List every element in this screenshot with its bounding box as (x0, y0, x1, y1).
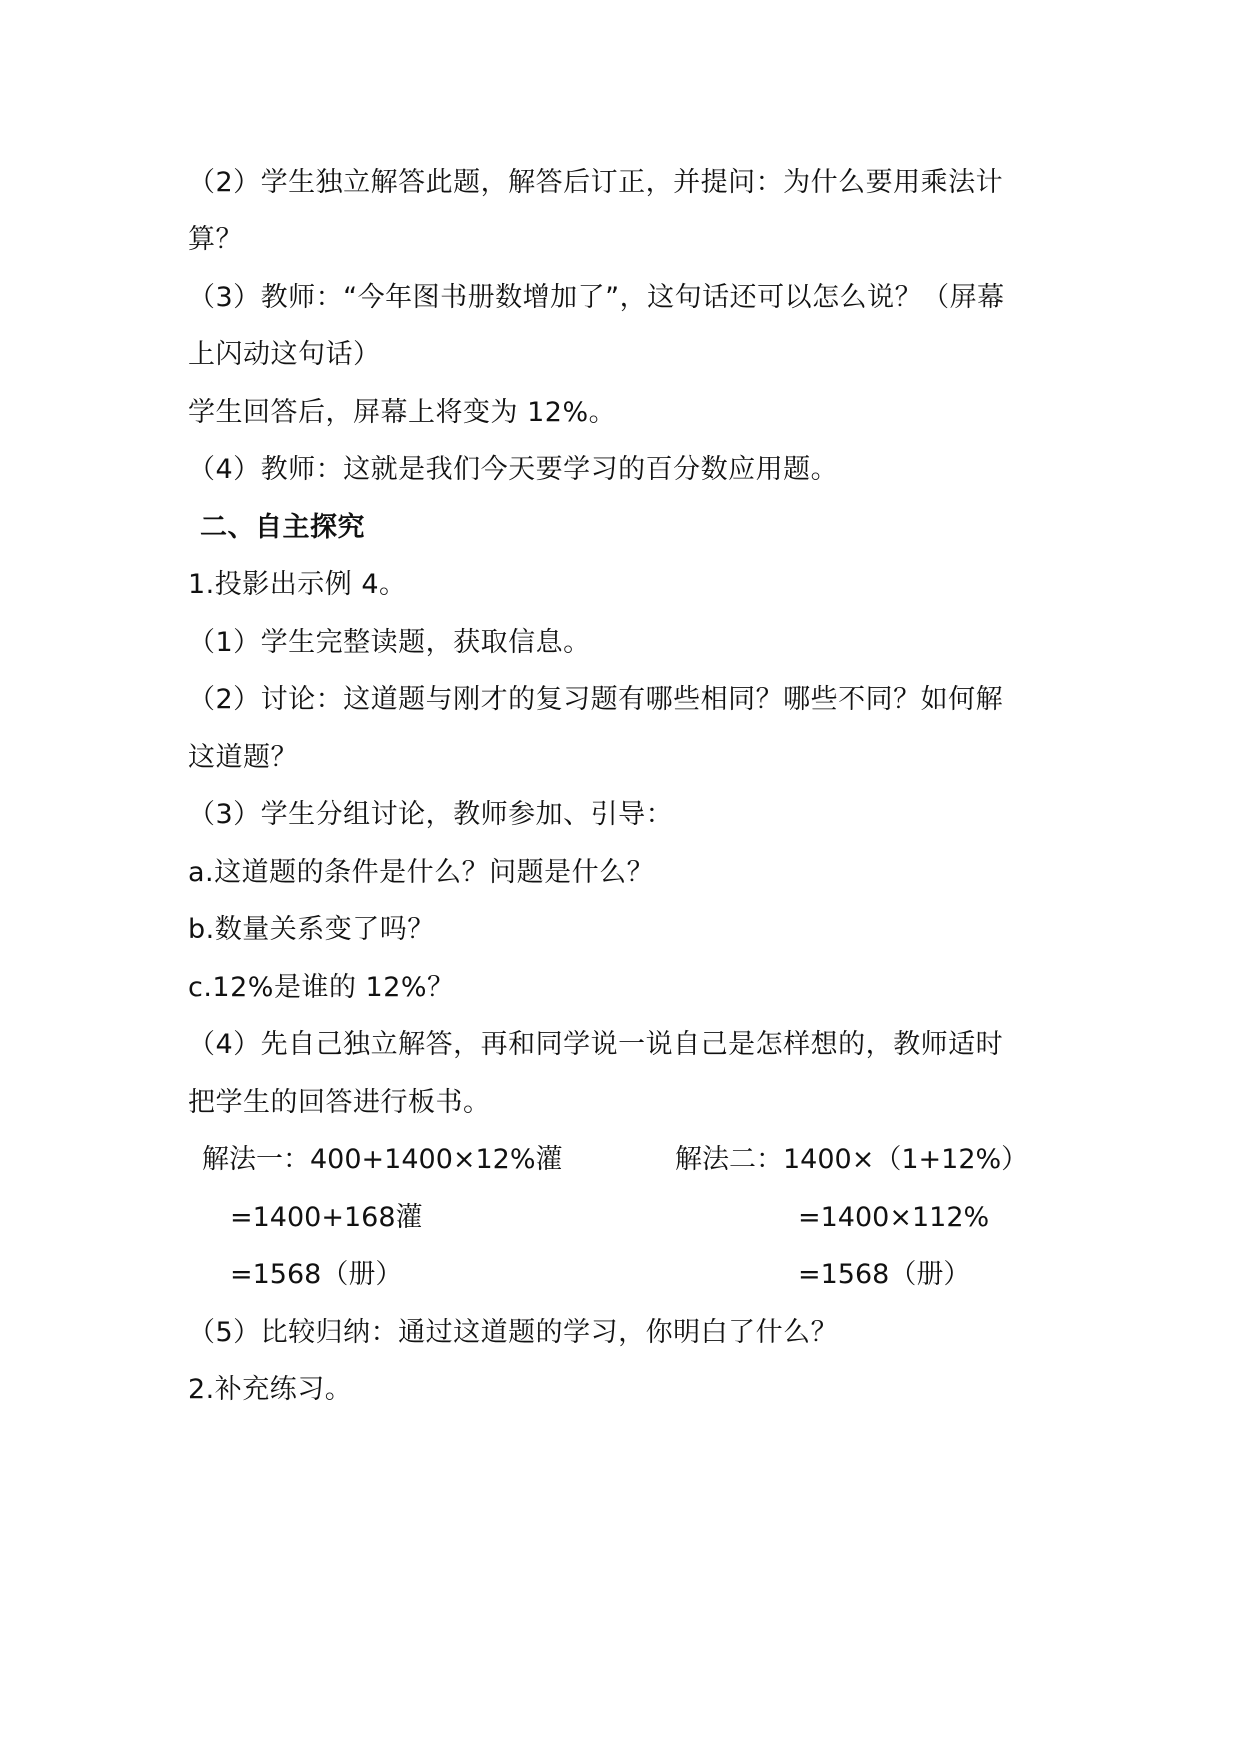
solution-2-line-1: 解法二：1400×（1+12%） (675, 1144, 1029, 1175)
paragraph-line: 把学生的回答进行板书。 (188, 1087, 491, 1118)
solution-2-line-2: =1400×112% (798, 1202, 990, 1233)
paragraph-line: （3）教师：“今年图书册数增加了”，这句话还可以怎么说？（屏幕 (188, 282, 1005, 313)
paragraph-line: b.数量关系变了吗？ (188, 914, 435, 945)
paragraph-line: （4）先自己独立解答，再和同学说一说自己是怎样想的，教师适时 (188, 1029, 1004, 1060)
paragraph-line: c.12%是谁的 12%？ (188, 972, 455, 1003)
paragraph-line: 2.补充练习。 (188, 1374, 353, 1405)
paragraph-line: （1）学生完整读题，获取信息。 (188, 627, 591, 658)
solution-1-line-1: 解法一：400+1400×12%灌 (202, 1144, 563, 1175)
solution-1-line-2: =1400+168灌 (230, 1202, 423, 1233)
paragraph-line: 算？ (188, 224, 243, 255)
paragraph-line: （3）学生分组讨论，教师参加、引导： (188, 799, 674, 830)
paragraph-line: （2）学生独立解答此题，解答后订正，并提问：为什么要用乘法计 (188, 167, 1004, 198)
solution-2-line-3: =1568（册） (798, 1259, 971, 1290)
paragraph-line: （4）教师：这就是我们今天要学习的百分数应用题。 (188, 454, 839, 485)
solution-1-line-3: =1568（册） (230, 1259, 403, 1290)
paragraph-line: 上闪动这句话） (188, 339, 381, 370)
section-heading: 二、自主探究 (200, 512, 365, 543)
paragraph-line: （2）讨论：这道题与刚才的复习题有哪些相同？哪些不同？如何解 (188, 684, 1004, 715)
paragraph-line: 1.投影出示例 4。 (188, 569, 407, 600)
paragraph-line: 这道题？ (188, 742, 298, 773)
paragraph-line: （5）比较归纳：通过这道题的学习，你明白了什么？ (188, 1317, 839, 1348)
paragraph-line: a.这道题的条件是什么？问题是什么？ (188, 857, 655, 888)
paragraph-line: 学生回答后，屏幕上将变为 12%。 (188, 397, 617, 428)
